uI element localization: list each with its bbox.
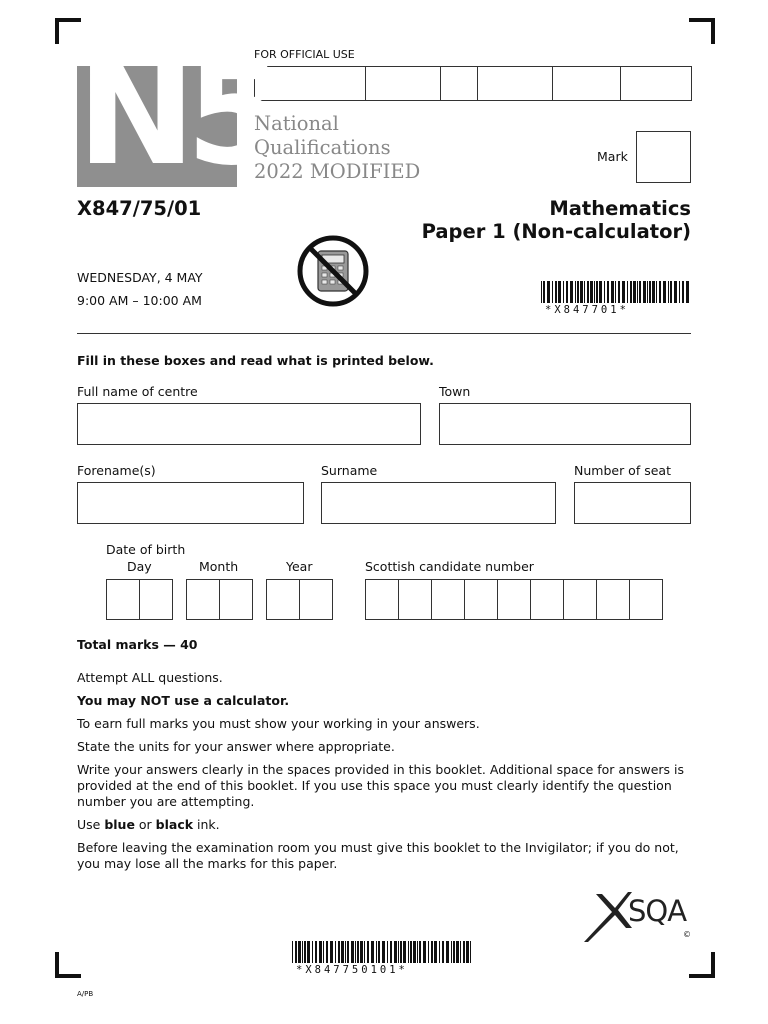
barcode-stripe bbox=[298, 941, 301, 963]
centre-label: Full name of centre bbox=[77, 384, 198, 399]
official-use-box[interactable] bbox=[620, 66, 692, 101]
barcode-stripe bbox=[460, 941, 461, 963]
barcode-stripe bbox=[637, 281, 638, 303]
month-label: Month bbox=[199, 559, 239, 574]
barcode-stripe bbox=[390, 941, 392, 963]
scn-digit-box[interactable] bbox=[497, 579, 531, 620]
barcode-stripe bbox=[456, 941, 459, 963]
scn-digit-box[interactable] bbox=[431, 579, 465, 620]
barcode-stripe bbox=[419, 941, 421, 963]
barcode-stripe bbox=[633, 281, 636, 303]
instructions bbox=[77, 637, 692, 879]
barcode-stripe bbox=[434, 941, 437, 963]
barcode-stripe bbox=[442, 941, 444, 963]
barcode-stripe bbox=[387, 941, 388, 963]
year-digit-box[interactable] bbox=[299, 579, 333, 620]
leaving-text: Before leaving the examination room you must give this booklet to the Invigilator; if you do not, you may lose all the marks for this paper. bbox=[77, 840, 679, 871]
barcode-stripe bbox=[394, 941, 397, 963]
barcode-stripe bbox=[408, 941, 409, 963]
scn-digit-box[interactable] bbox=[464, 579, 498, 620]
qualifications-text: National Qualifications 2022 MODIFIED bbox=[254, 112, 421, 183]
barcode-top-text: *X847701* bbox=[545, 304, 629, 316]
barcode-stripe bbox=[292, 941, 293, 963]
write-text: Write your answers clearly in the spaces provided in this booklet. Additional space for answers is provided at the end of this booklet. If you use this space you must clearly identify the question number you are attempting. bbox=[77, 762, 685, 809]
surname-field[interactable] bbox=[321, 482, 556, 524]
barcode-stripe bbox=[547, 281, 550, 303]
no-calc-text: You may NOT use a calculator. bbox=[77, 693, 290, 708]
barcode-stripe bbox=[302, 941, 303, 963]
scn-digit-box[interactable] bbox=[629, 579, 663, 620]
barcode-stripe bbox=[659, 281, 661, 303]
page-ref: A/PB bbox=[77, 990, 94, 998]
official-use-box[interactable] bbox=[440, 66, 478, 101]
barcode-stripe bbox=[604, 281, 605, 303]
sqa-logo: SQA © bbox=[582, 888, 692, 944]
barcode-stripe bbox=[599, 281, 602, 303]
town-field[interactable] bbox=[439, 403, 691, 445]
barcode-stripe bbox=[446, 941, 449, 963]
ink-text: Use blue or black ink. bbox=[77, 817, 220, 832]
barcode-stripe bbox=[627, 281, 628, 303]
barcode-stripe bbox=[423, 941, 426, 963]
scn-boxes bbox=[365, 579, 663, 620]
barcode-stripe bbox=[663, 281, 666, 303]
barcode-stripe bbox=[552, 281, 553, 303]
barcode-stripe bbox=[674, 281, 677, 303]
total-marks: Total marks — 40 bbox=[77, 637, 198, 652]
barcode-stripe bbox=[590, 281, 593, 303]
barcode-stripe bbox=[315, 941, 317, 963]
barcode-stripe bbox=[364, 941, 365, 963]
no-calculator-icon bbox=[295, 235, 371, 307]
barcode-bottom-text: *X847750101* bbox=[296, 964, 408, 976]
paper-code: X847/75/01 bbox=[77, 197, 202, 220]
barcode-stripe bbox=[580, 281, 583, 303]
barcode-stripe bbox=[431, 941, 433, 963]
official-use-box[interactable] bbox=[365, 66, 441, 101]
barcode-stripe bbox=[587, 281, 589, 303]
forename-field[interactable] bbox=[77, 482, 304, 524]
scn-digit-box[interactable] bbox=[563, 579, 597, 620]
barcode-stripe bbox=[618, 281, 620, 303]
barcode-stripe bbox=[360, 941, 363, 963]
official-use-box[interactable] bbox=[477, 66, 553, 101]
barcode-stripe bbox=[413, 941, 416, 963]
attempt-text: Attempt ALL questions. bbox=[77, 670, 223, 685]
barcode-stripe bbox=[607, 281, 609, 303]
exam-time: 9:00 AM – 10:00 AM bbox=[77, 293, 202, 308]
official-use-boxes bbox=[254, 66, 692, 101]
barcode-stripe bbox=[596, 281, 598, 303]
dob-label: Date of birth bbox=[106, 542, 186, 557]
barcode-stripe bbox=[367, 941, 369, 963]
crop-mark-bottom-right bbox=[689, 952, 715, 978]
barcode-stripe bbox=[335, 941, 336, 963]
barcode-stripe bbox=[541, 281, 542, 303]
n5-logo: N5 bbox=[77, 32, 275, 197]
barcode-stripe bbox=[338, 941, 340, 963]
day-digit-box[interactable] bbox=[139, 579, 173, 620]
day-boxes bbox=[106, 579, 173, 620]
mark-box[interactable] bbox=[636, 131, 691, 183]
barcode-stripe bbox=[555, 281, 557, 303]
barcode-stripe bbox=[376, 941, 377, 963]
month-boxes bbox=[186, 579, 253, 620]
barcode-bottom bbox=[292, 941, 474, 963]
barcode-stripe bbox=[295, 941, 297, 963]
mark-label: Mark bbox=[597, 149, 628, 164]
barcode-stripe bbox=[575, 281, 576, 303]
barcode-stripe bbox=[453, 941, 455, 963]
scn-label: Scottish candidate number bbox=[365, 559, 534, 574]
barcode-stripe bbox=[594, 281, 595, 303]
barcode-stripe bbox=[463, 941, 465, 963]
year-label: Year bbox=[286, 559, 313, 574]
barcode-stripe bbox=[330, 941, 333, 963]
barcode-stripe bbox=[323, 941, 324, 963]
barcode-stripe bbox=[398, 941, 399, 963]
barcode-stripe bbox=[558, 281, 561, 303]
barcode-stripe bbox=[347, 941, 349, 963]
seat-field[interactable] bbox=[574, 482, 691, 524]
barcode-stripe bbox=[682, 281, 684, 303]
town-label: Town bbox=[439, 384, 471, 399]
subject-title: Mathematics bbox=[549, 197, 691, 220]
surname-label: Surname bbox=[321, 463, 378, 478]
scn-digit-box[interactable] bbox=[530, 579, 564, 620]
barcode-stripe bbox=[584, 281, 585, 303]
barcode-stripe bbox=[577, 281, 579, 303]
day-label: Day bbox=[127, 559, 152, 574]
copyright-symbol: © bbox=[683, 930, 691, 939]
official-use-label: FOR OFFICIAL USE bbox=[254, 48, 355, 61]
form-intro: Fill in these boxes and read what is printed below. bbox=[77, 353, 434, 368]
paper-subtitle: Paper 1 (Non-calculator) bbox=[421, 220, 691, 243]
year-digit-box[interactable] bbox=[266, 579, 300, 620]
barcode-stripe bbox=[451, 941, 452, 963]
barcode-stripe bbox=[622, 281, 625, 303]
barcode-stripe bbox=[355, 941, 356, 963]
barcode-stripe bbox=[428, 941, 429, 963]
barcode-stripe bbox=[679, 281, 680, 303]
barcode-stripe bbox=[400, 941, 402, 963]
working-text: To earn full marks you must show your working in your answers. bbox=[77, 716, 480, 731]
barcode-stripe bbox=[307, 941, 310, 963]
crop-mark-top-right bbox=[689, 18, 715, 44]
barcode-stripe bbox=[466, 941, 469, 963]
day-digit-box[interactable] bbox=[106, 579, 140, 620]
barcode-stripe bbox=[611, 281, 614, 303]
exam-date: WEDNESDAY, 4 MAY bbox=[77, 270, 203, 285]
barcode-stripe bbox=[630, 281, 632, 303]
barcode-stripe bbox=[326, 941, 328, 963]
barcode-stripe bbox=[656, 281, 657, 303]
year-boxes bbox=[266, 579, 333, 620]
seat-label: Number of seat bbox=[574, 463, 671, 478]
barcode-stripe bbox=[345, 941, 346, 963]
barcode-stripe bbox=[319, 941, 322, 963]
barcode-top bbox=[541, 281, 691, 303]
scn-digit-box[interactable] bbox=[365, 579, 399, 620]
barcode-stripe bbox=[563, 281, 564, 303]
scn-digit-box[interactable] bbox=[596, 579, 630, 620]
month-digit-box[interactable] bbox=[186, 579, 220, 620]
barcode-stripe bbox=[615, 281, 616, 303]
barcode-stripe bbox=[652, 281, 655, 303]
barcode-stripe bbox=[643, 281, 646, 303]
barcode-stripe bbox=[304, 941, 306, 963]
barcode-stripe bbox=[410, 941, 412, 963]
barcode-stripe bbox=[647, 281, 648, 303]
barcode-stripe bbox=[351, 941, 354, 963]
barcode-stripe bbox=[312, 941, 313, 963]
barcode-stripe bbox=[417, 941, 418, 963]
centre-field[interactable] bbox=[77, 403, 421, 445]
barcode-stripe bbox=[649, 281, 651, 303]
barcode-stripe bbox=[378, 941, 380, 963]
divider bbox=[77, 333, 691, 334]
barcode-stripe bbox=[371, 941, 374, 963]
barcode-stripe bbox=[543, 281, 545, 303]
barcode-stripe bbox=[668, 281, 669, 303]
crop-mark-bottom-left bbox=[55, 952, 81, 978]
barcode-stripe bbox=[686, 281, 689, 303]
scn-digit-box[interactable] bbox=[398, 579, 432, 620]
paper-title bbox=[422, 197, 691, 243]
barcode-stripe bbox=[470, 941, 471, 963]
barcode-stripe bbox=[566, 281, 568, 303]
forename-label: Forename(s) bbox=[77, 463, 156, 478]
barcode-stripe bbox=[439, 941, 440, 963]
barcode-stripe bbox=[639, 281, 641, 303]
barcode-stripe bbox=[341, 941, 344, 963]
units-text: State the units for your answer where appropriate. bbox=[77, 739, 395, 754]
barcode-stripe bbox=[357, 941, 359, 963]
barcode-stripe bbox=[670, 281, 672, 303]
barcode-stripe bbox=[570, 281, 573, 303]
barcode-stripe bbox=[382, 941, 385, 963]
month-digit-box[interactable] bbox=[219, 579, 253, 620]
official-use-box[interactable] bbox=[552, 66, 621, 101]
barcode-stripe bbox=[403, 941, 406, 963]
